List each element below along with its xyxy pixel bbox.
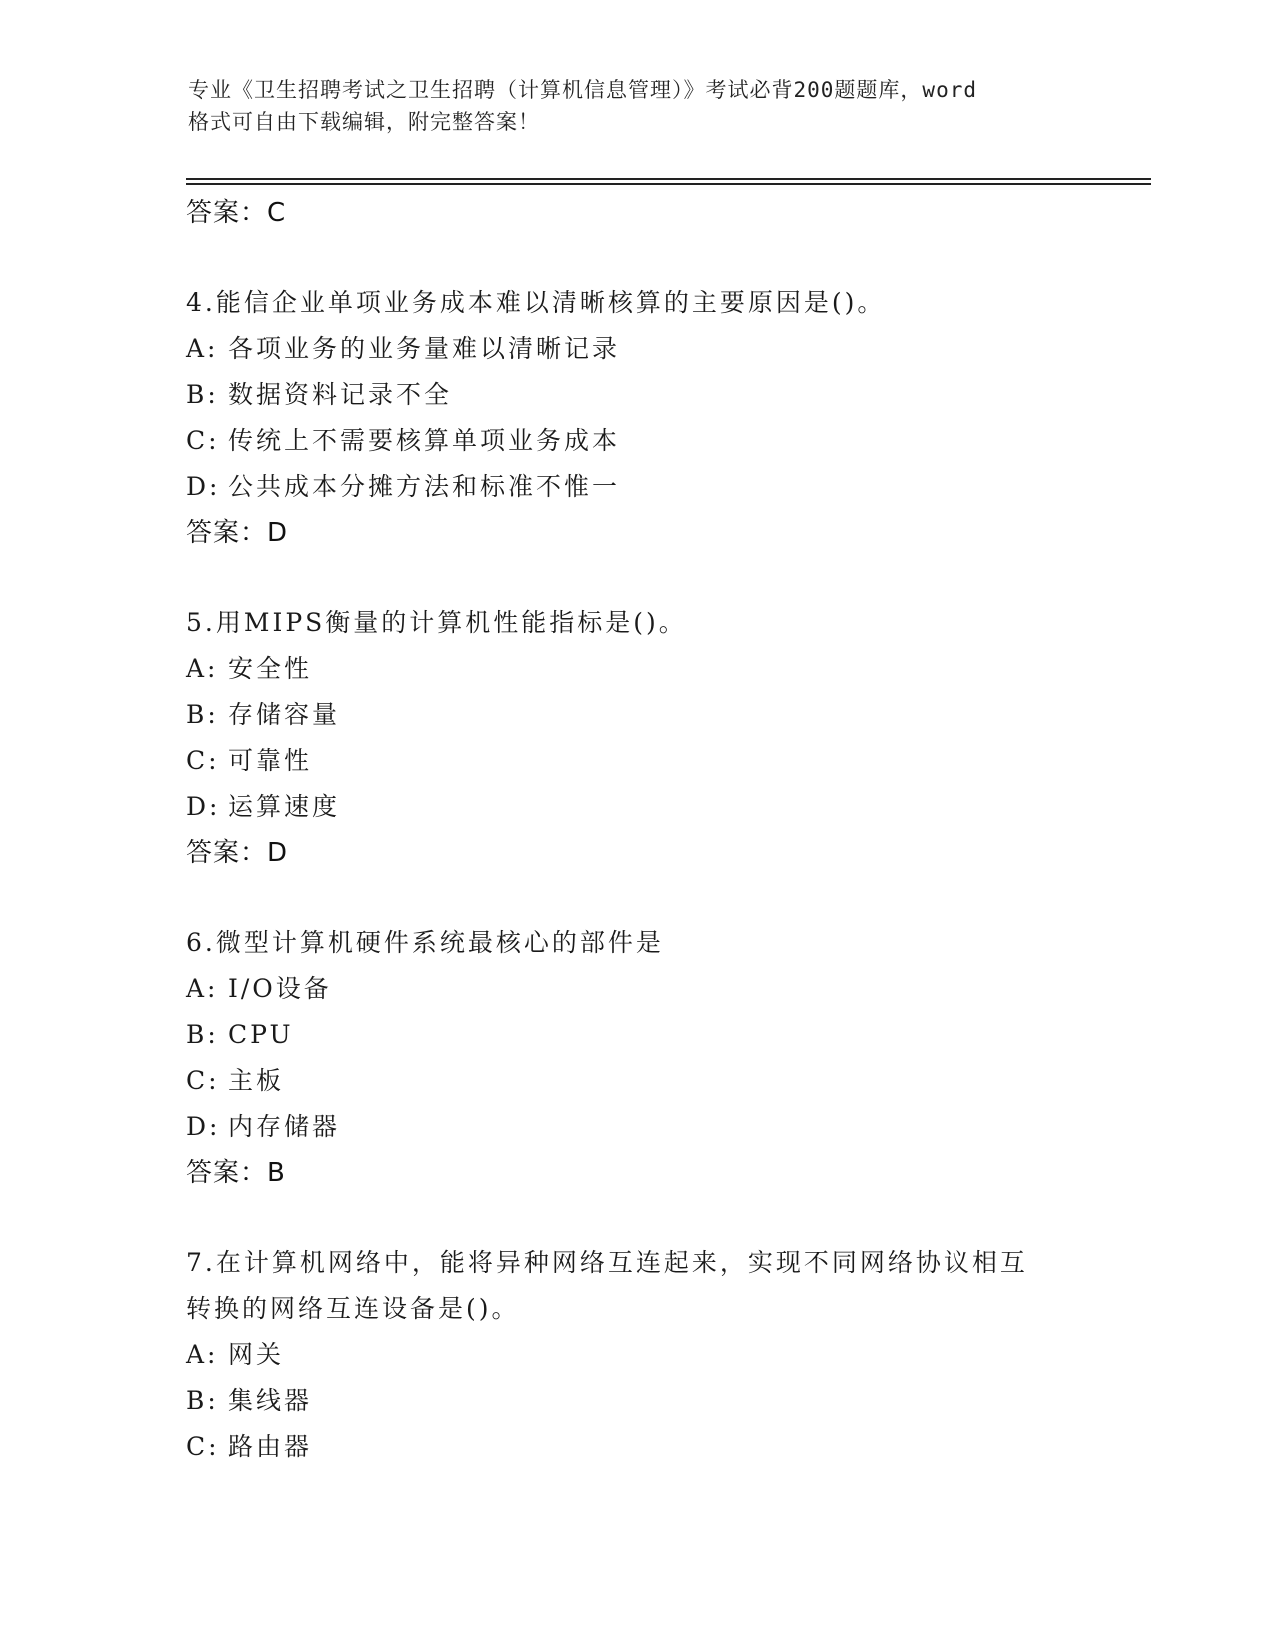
answer-line: 答案：D	[186, 518, 289, 548]
option-letter: C:	[186, 1432, 220, 1461]
option-a	[186, 646, 1146, 692]
answer-line: 答案：C	[186, 198, 287, 228]
option-text: CPU	[228, 1020, 294, 1049]
option-letter: D:	[186, 1112, 221, 1141]
option-letter: A:	[186, 1340, 219, 1369]
option-letter: C:	[186, 746, 220, 775]
option-text: I/O设备	[228, 974, 332, 1003]
option-letter: C:	[186, 426, 220, 455]
option-text: 路由器	[228, 1432, 313, 1461]
option-letter: C:	[186, 1066, 220, 1095]
option-text: 集线器	[228, 1386, 313, 1415]
option-b	[186, 372, 1146, 418]
option-a	[186, 326, 1146, 372]
option-text: 各项业务的业务量难以清晰记录	[228, 334, 621, 363]
option-letter: B:	[186, 700, 219, 729]
option-text: 运算速度	[228, 792, 341, 821]
question-text: 6.微型计算机硬件系统最核心的部件是	[186, 928, 664, 957]
spacer	[186, 1196, 1146, 1240]
option-text: 安全性	[228, 654, 313, 683]
option-letter: B:	[186, 1020, 219, 1049]
option-d	[186, 784, 1146, 830]
spacer	[186, 236, 1146, 280]
option-c	[186, 418, 1146, 464]
document-header	[188, 74, 1088, 138]
option-text: 网关	[228, 1340, 285, 1369]
question-text-continued: 转换的网络互连设备是()。	[186, 1294, 520, 1323]
question-text: 5.用MIPS衡量的计算机性能指标是()。	[186, 608, 687, 637]
option-text: 公共成本分摊方法和标准不惟一	[228, 472, 621, 501]
option-d	[186, 1104, 1146, 1150]
option-text: 数据资料记录不全	[228, 380, 453, 409]
option-c	[186, 738, 1146, 784]
header-divider-top	[186, 178, 1151, 180]
option-a	[186, 1332, 1146, 1378]
option-letter: A:	[186, 654, 219, 683]
option-c	[186, 1058, 1146, 1104]
option-letter: D:	[186, 792, 221, 821]
answer-line: 答案：B	[186, 1158, 286, 1188]
option-text: 可靠性	[228, 746, 313, 775]
option-c	[186, 1424, 1146, 1470]
option-b	[186, 1012, 1146, 1058]
option-b	[186, 692, 1146, 738]
spacer	[186, 876, 1146, 920]
option-letter: B:	[186, 1386, 219, 1415]
option-letter: A:	[186, 334, 219, 363]
spacer	[186, 556, 1146, 600]
option-d	[186, 464, 1146, 510]
question-list	[186, 190, 1146, 1470]
option-letter: D:	[186, 472, 221, 501]
header-line-1: 专业《卫生招聘考试之卫生招聘（计算机信息管理）》考试必背200题题库，word	[188, 78, 977, 102]
option-letter: B:	[186, 380, 219, 409]
option-letter: A:	[186, 974, 219, 1003]
question-text: 4.能信企业单项业务成本难以清晰核算的主要原因是()。	[186, 288, 886, 317]
question-text: 7.在计算机网络中，能将异种网络互连起来，实现不同网络协议相互	[186, 1248, 1028, 1277]
header-divider-bottom	[186, 183, 1151, 185]
option-text: 传统上不需要核算单项业务成本	[228, 426, 621, 455]
option-b	[186, 1378, 1146, 1424]
header-line-2: 格式可自由下载编辑，附完整答案！	[188, 110, 540, 134]
answer-line: 答案：D	[186, 838, 289, 868]
option-text: 内存储器	[228, 1112, 341, 1141]
option-text: 存储容量	[228, 700, 341, 729]
option-text: 主板	[228, 1066, 285, 1095]
option-a	[186, 966, 1146, 1012]
